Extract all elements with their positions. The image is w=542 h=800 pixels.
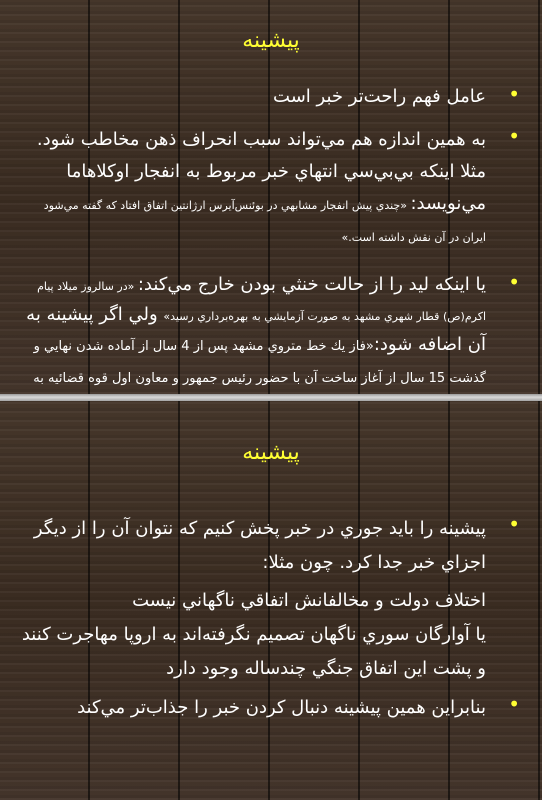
bullet-text: يا اينكه ليد را از حالت خنثي بودن خارج مي‌كند: <box>137 274 486 295</box>
bullet-text: پيشينه را بايد جوري در خبر پخش كنيم كه نتوان آن را از ديگر اجزاي خبر جدا كرد. چون مثلا: <box>33 518 486 573</box>
slide-title: پيشينه <box>242 440 300 465</box>
slide-divider <box>0 394 542 401</box>
bullet-icon: • <box>508 124 520 148</box>
bullet-quote: «فاز يك خط متروي مشهد پس از 4 سال از آماده شدن نهايي و گذشت 15 سال از آغاز ساخت آن با حضور رئيس جمهور و معاون اول قوه قضائيه به <box>33 339 486 386</box>
bullet-quote: «چندي پيش انفجار مشابهي در بوئنس‌آيرس ارژانتين اتفاق افتاد كه گفته مي‌شود ايران در آن نقش داشته است.» <box>43 199 486 244</box>
bullet-text: به همين اندازه هم مي‌تواند سبب انحراف ذهن مخاطب شود. مثلا اينكه بي‌بي‌سي انتهاي خبر مربوط به انفجار اوكلاهاما مي‌نويسد: <box>36 129 486 214</box>
list-item <box>20 82 520 112</box>
list-item <box>20 124 520 252</box>
bullet-icon: • <box>508 512 520 536</box>
bullet-text: بنابراين همين پيشينه دنبال كردن خبر را جذاب‌تر مي‌كند <box>77 697 486 718</box>
slide-2-content <box>20 512 520 724</box>
list-item <box>20 584 520 618</box>
list-item <box>20 618 520 686</box>
bullet-icon: • <box>508 692 520 716</box>
bullet-text: اختلاف دولت و مخالفانش اتفاقي ناگهاني نيست <box>132 590 486 611</box>
bullet-icon: • <box>508 270 520 294</box>
slide-title: پيشينه <box>242 28 300 53</box>
slide-content <box>20 80 520 426</box>
bullet-text: عامل فهم راحت‌تر خبر است <box>273 86 486 107</box>
list-item <box>20 692 520 724</box>
bullet-icon: • <box>508 82 520 106</box>
slide-1 <box>0 0 542 394</box>
list-item <box>20 512 520 580</box>
bullet-quote: «در سالروز ميلاد پيام اكرم(ص) قطار شهري مشهد به صورت آزمايشي به بهره‌برداري رسيد» <box>37 280 486 323</box>
bullet-paragraph <box>20 124 486 252</box>
bullet-text: يا آوارگان سوري ناگهان تصميم نگرفته‌اند به اروپا مهاجرت كنند و پشت اين اتفاق جنگي چندساله وجود دارد <box>21 624 486 679</box>
bullet-text: ولي اگر پيشينه به آن اضافه شود: <box>26 304 486 355</box>
